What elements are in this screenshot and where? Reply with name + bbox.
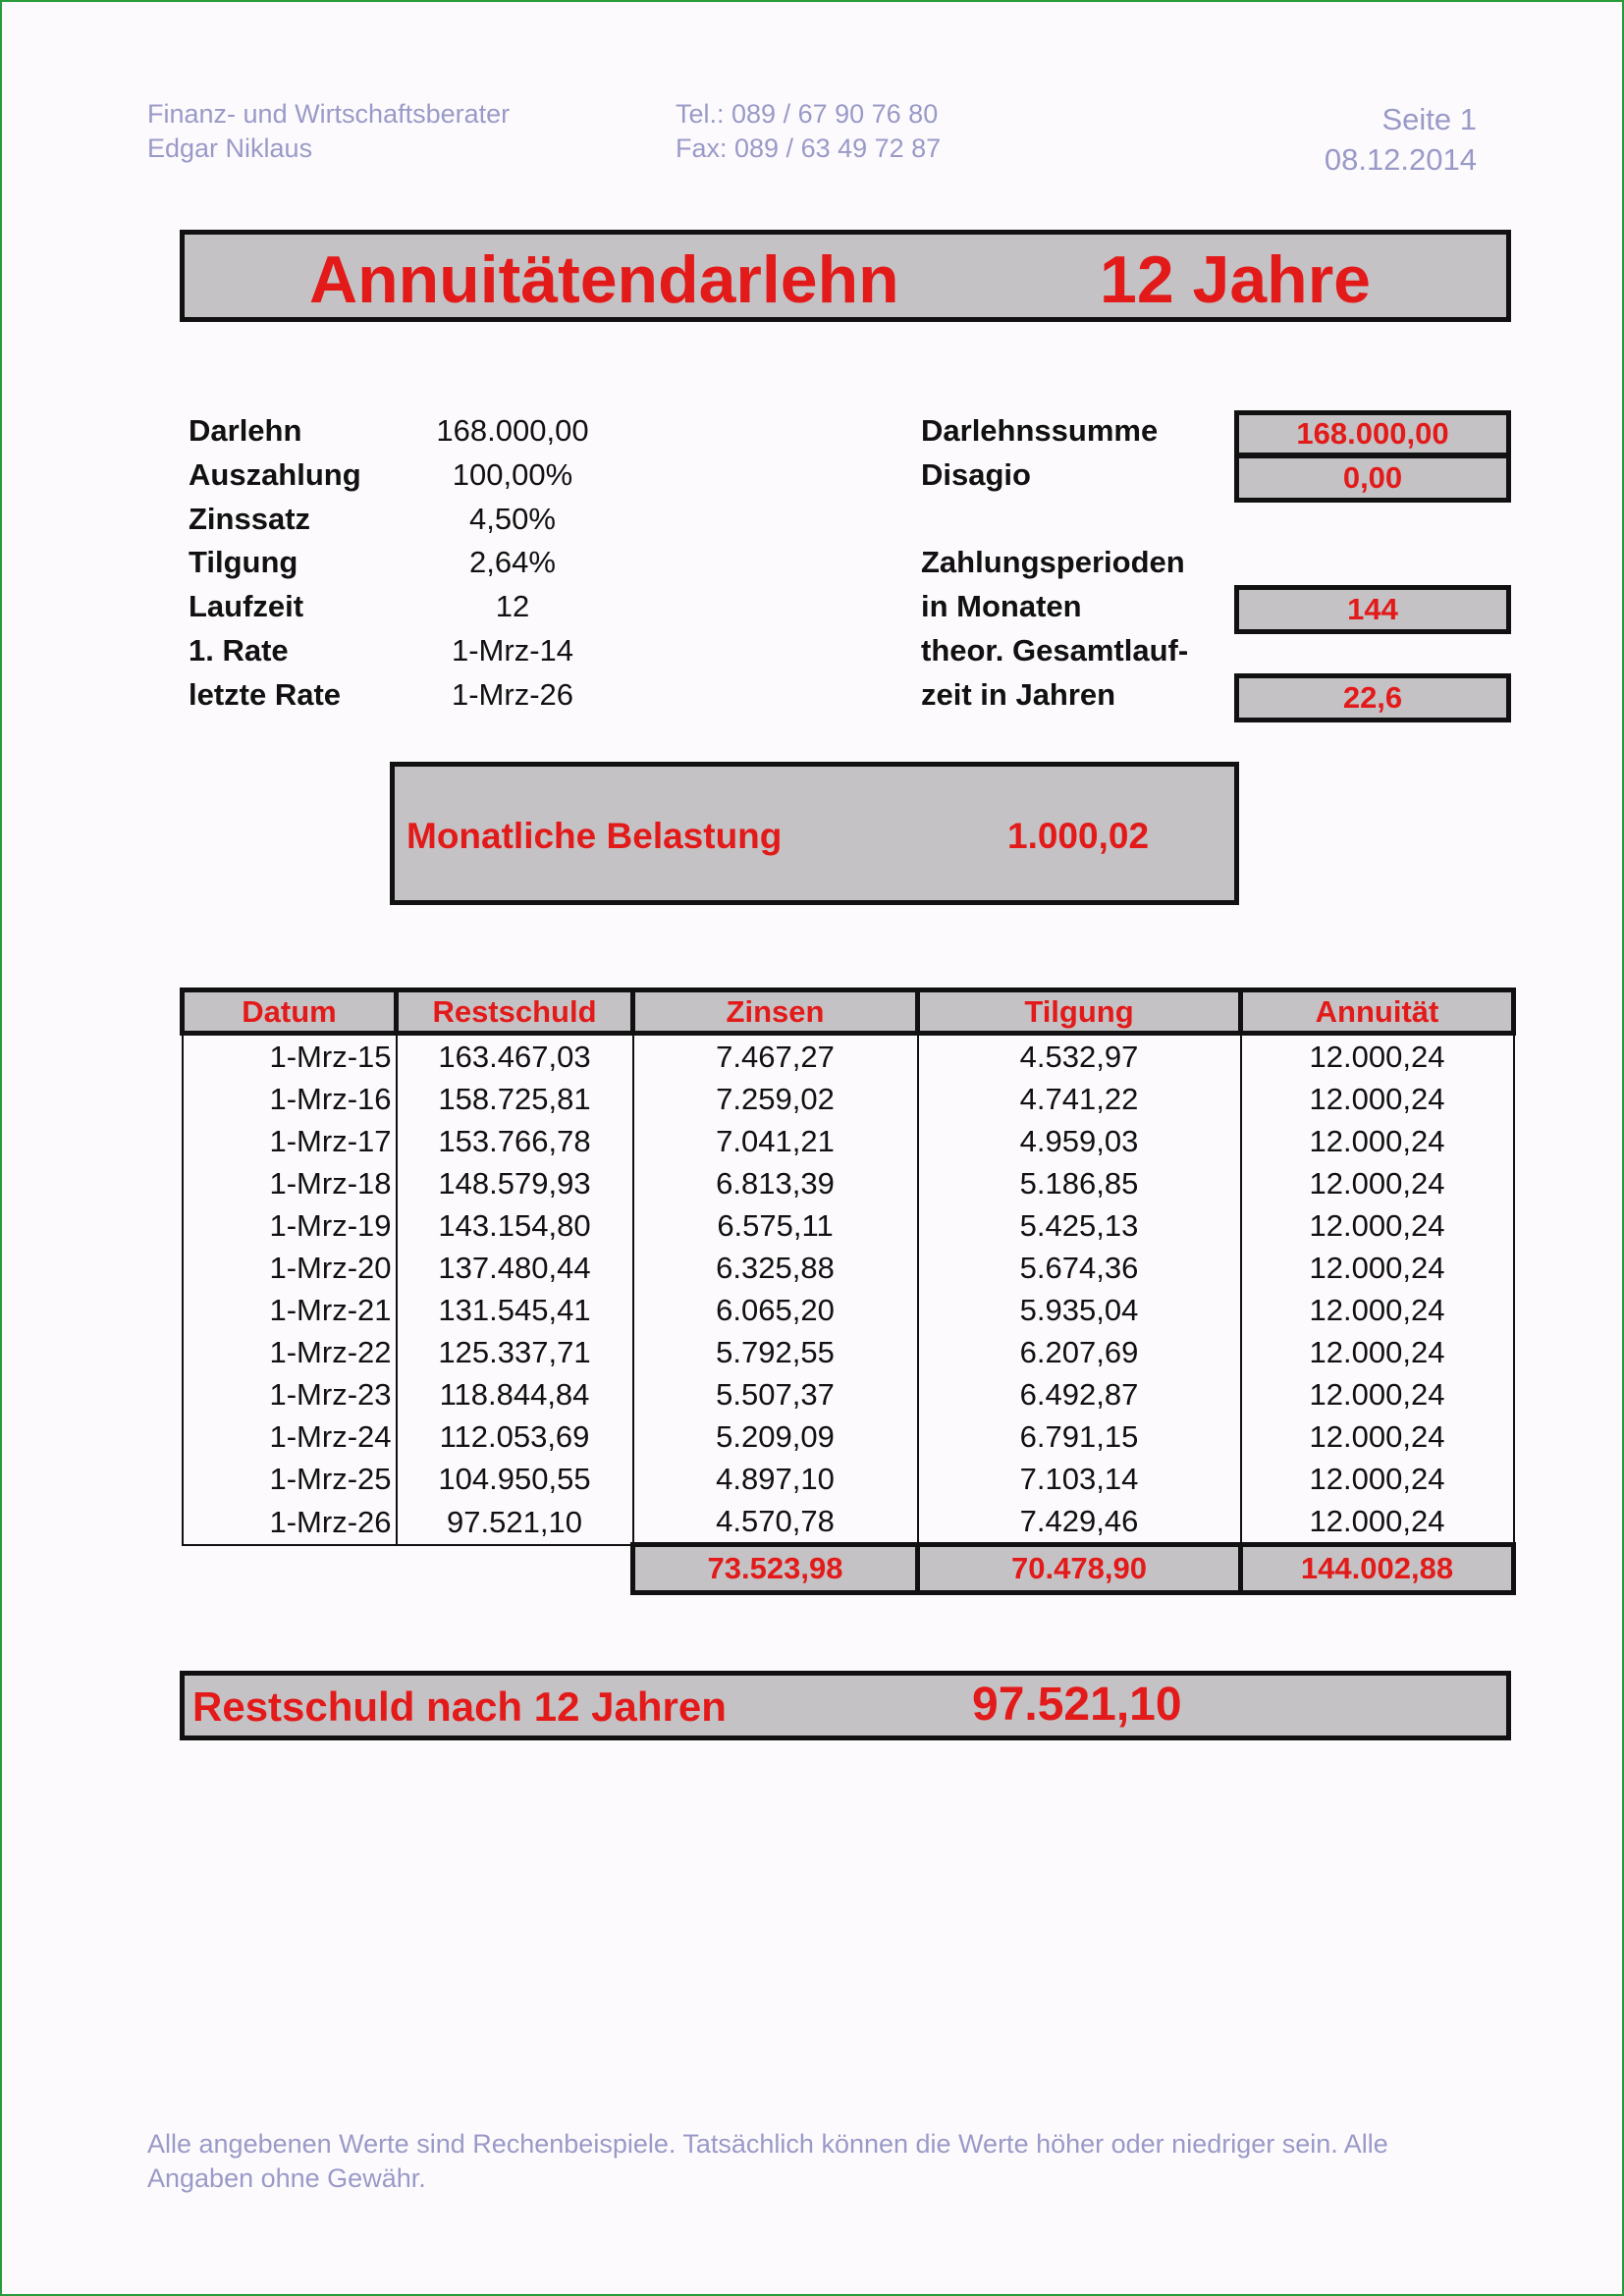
param-label: Laufzeit — [189, 589, 304, 623]
datum-cell: 1-Mrz-23 — [183, 1373, 397, 1415]
totals-row — [183, 1545, 1514, 1593]
gesamtlaufzeit-value: 22,6 — [1234, 673, 1511, 722]
table-row — [183, 1458, 1514, 1500]
restschuld-cell: 112.053,69 — [397, 1415, 633, 1458]
phone-number: Tel.: 089 / 67 90 76 80 — [676, 99, 939, 129]
remaining-debt-value: 97.521,10 — [972, 1679, 1182, 1731]
tilgung-cell: 5.425,13 — [918, 1204, 1241, 1247]
table-row — [183, 1373, 1514, 1415]
column-header-restschuld: Restschuld — [397, 990, 633, 1034]
table-header-row — [183, 990, 1514, 1034]
zinsen-cell: 6.065,20 — [633, 1289, 918, 1331]
disclaimer: Alle angebenen Werte sind Rechenbeispiele. Tatsächlich können die Werte höher oder niedriger sein. Alle Angaben ohne Gewähr. — [147, 2129, 1388, 2193]
restschuld-cell: 104.950,55 — [397, 1458, 633, 1500]
tilgung-cell: 6.207,69 — [918, 1331, 1241, 1373]
datum-cell: 1-Mrz-20 — [183, 1247, 397, 1289]
column-header-annuitaet: Annuität — [1241, 990, 1514, 1034]
param-value: 168.000,00 — [436, 413, 589, 448]
zinsen-cell: 6.813,39 — [633, 1162, 918, 1204]
datum-cell: 1-Mrz-22 — [183, 1331, 397, 1373]
param-value: 12 — [495, 589, 530, 623]
annuitaet-cell: 12.000,24 — [1241, 1204, 1514, 1247]
page-number: Seite 1 — [1381, 102, 1477, 136]
advisor-name: Edgar Niklaus — [147, 133, 313, 163]
monate-label: in Monaten — [921, 589, 1082, 623]
annuitaet-cell: 12.000,24 — [1241, 1120, 1514, 1162]
restschuld-cell: 131.545,41 — [397, 1289, 633, 1331]
tilgung-cell: 4.959,03 — [918, 1120, 1241, 1162]
param-value: 100,00% — [452, 457, 573, 492]
monthly-payment-value: 1.000,02 — [1007, 816, 1150, 856]
column-header-tilgung: Tilgung — [918, 990, 1241, 1034]
remaining-debt-label: Restschuld nach 12 Jahren — [192, 1683, 727, 1730]
datum-cell: 1-Mrz-15 — [183, 1034, 397, 1079]
column-header-datum: Datum — [183, 990, 397, 1034]
zinsen-cell: 4.897,10 — [633, 1458, 918, 1500]
page-info — [1227, 99, 1477, 180]
datum-cell: 1-Mrz-16 — [183, 1078, 397, 1120]
param-label: Darlehn — [189, 413, 302, 448]
tilgung-cell: 4.741,22 — [918, 1078, 1241, 1120]
table-row — [183, 1078, 1514, 1120]
remaining-debt-box — [180, 1671, 1511, 1740]
table-row — [183, 1247, 1514, 1289]
param-label: Zinssatz — [189, 502, 311, 536]
zinsen-cell: 7.041,21 — [633, 1120, 918, 1162]
darlehnssumme-label: Darlehnssumme — [921, 413, 1159, 448]
restschuld-cell: 118.844,84 — [397, 1373, 633, 1415]
zahlungsperioden-label: Zahlungsperioden — [921, 545, 1185, 579]
darlehnssumme-value: 168.000,00 — [1234, 410, 1511, 457]
restschuld-cell: 143.154,80 — [397, 1204, 633, 1247]
zinsen-cell: 6.575,11 — [633, 1204, 918, 1247]
document-date: 08.12.2014 — [1324, 142, 1477, 177]
table-row — [183, 1204, 1514, 1247]
gesamtlaufzeit-label-2: zeit in Jahren — [921, 677, 1116, 712]
datum-cell: 1-Mrz-25 — [183, 1458, 397, 1500]
monthly-payment-box — [390, 762, 1239, 905]
total-tilgung: 70.478,90 — [918, 1545, 1241, 1593]
loan-term: 12 Jahre — [1100, 242, 1371, 317]
param-value: 4,50% — [469, 502, 556, 536]
annuitaet-cell: 12.000,24 — [1241, 1289, 1514, 1331]
zahlungsperioden-value: 144 — [1234, 585, 1511, 634]
title-box — [180, 230, 1511, 322]
zinsen-cell: 7.259,02 — [633, 1078, 918, 1120]
table-row — [183, 1289, 1514, 1331]
zinsen-cell: 5.792,55 — [633, 1331, 918, 1373]
fax-number: Fax: 089 / 63 49 72 87 — [676, 133, 942, 163]
annuitaet-cell: 12.000,24 — [1241, 1078, 1514, 1120]
tilgung-cell: 6.791,15 — [918, 1415, 1241, 1458]
disagio-value: 0,00 — [1234, 454, 1511, 503]
datum-cell: 1-Mrz-24 — [183, 1415, 397, 1458]
restschuld-cell: 158.725,81 — [397, 1078, 633, 1120]
zinsen-cell: 4.570,78 — [633, 1500, 918, 1545]
annuitaet-cell: 12.000,24 — [1241, 1162, 1514, 1204]
table-row — [183, 1162, 1514, 1204]
table-row — [183, 1415, 1514, 1458]
zinsen-cell: 5.209,09 — [633, 1415, 918, 1458]
tilgung-cell: 6.492,87 — [918, 1373, 1241, 1415]
param-value: 1-Mrz-14 — [451, 633, 573, 667]
tilgung-cell: 5.674,36 — [918, 1247, 1241, 1289]
param-label: 1. Rate — [189, 633, 289, 667]
restschuld-cell: 148.579,93 — [397, 1162, 633, 1204]
annuitaet-cell: 12.000,24 — [1241, 1373, 1514, 1415]
param-label: letzte Rate — [189, 677, 342, 712]
monthly-payment-label: Monatliche Belastung — [406, 816, 783, 856]
datum-cell: 1-Mrz-18 — [183, 1162, 397, 1204]
disagio-label: Disagio — [921, 457, 1031, 492]
restschuld-cell: 125.337,71 — [397, 1331, 633, 1373]
annuitaet-cell: 12.000,24 — [1241, 1247, 1514, 1289]
tilgung-cell: 7.103,14 — [918, 1458, 1241, 1500]
column-header-zinsen: Zinsen — [633, 990, 918, 1034]
company-name: Finanz- und Wirtschaftsberater — [147, 99, 511, 129]
datum-cell: 1-Mrz-19 — [183, 1204, 397, 1247]
param-value: 1-Mrz-26 — [451, 677, 573, 712]
tilgung-cell: 5.186,85 — [918, 1162, 1241, 1204]
company-info — [147, 97, 510, 166]
param-label: Auszahlung — [189, 457, 361, 492]
gesamtlaufzeit-label-1: theor. Gesamtlauf- — [921, 633, 1189, 667]
total-zinsen: 73.523,98 — [633, 1545, 918, 1593]
tilgung-cell: 5.935,04 — [918, 1289, 1241, 1331]
datum-cell: 1-Mrz-17 — [183, 1120, 397, 1162]
zinsen-cell: 7.467,27 — [633, 1034, 918, 1079]
annuitaet-cell: 12.000,24 — [1241, 1500, 1514, 1545]
zinsen-cell: 6.325,88 — [633, 1247, 918, 1289]
contact-info — [676, 97, 941, 166]
document-title: Annuitätendarlehn — [309, 242, 899, 317]
param-value: 2,64% — [469, 545, 556, 579]
restschuld-cell: 153.766,78 — [397, 1120, 633, 1162]
table-row — [183, 1034, 1514, 1079]
annuitaet-cell: 12.000,24 — [1241, 1415, 1514, 1458]
annuitaet-cell: 12.000,24 — [1241, 1331, 1514, 1373]
total-annuitaet: 144.002,88 — [1241, 1545, 1514, 1593]
annuitaet-cell: 12.000,24 — [1241, 1034, 1514, 1079]
table-row — [183, 1500, 1514, 1545]
datum-cell: 1-Mrz-26 — [183, 1500, 397, 1545]
restschuld-cell: 97.521,10 — [397, 1500, 633, 1545]
restschuld-cell: 163.467,03 — [397, 1034, 633, 1079]
param-label: Tilgung — [189, 545, 298, 579]
repayment-schedule-table — [180, 988, 1516, 1595]
tilgung-cell: 7.429,46 — [918, 1500, 1241, 1545]
tilgung-cell: 4.532,97 — [918, 1034, 1241, 1079]
zinsen-cell: 5.507,37 — [633, 1373, 918, 1415]
annuitaet-cell: 12.000,24 — [1241, 1458, 1514, 1500]
table-row — [183, 1120, 1514, 1162]
restschuld-cell: 137.480,44 — [397, 1247, 633, 1289]
datum-cell: 1-Mrz-21 — [183, 1289, 397, 1331]
table-row — [183, 1331, 1514, 1373]
